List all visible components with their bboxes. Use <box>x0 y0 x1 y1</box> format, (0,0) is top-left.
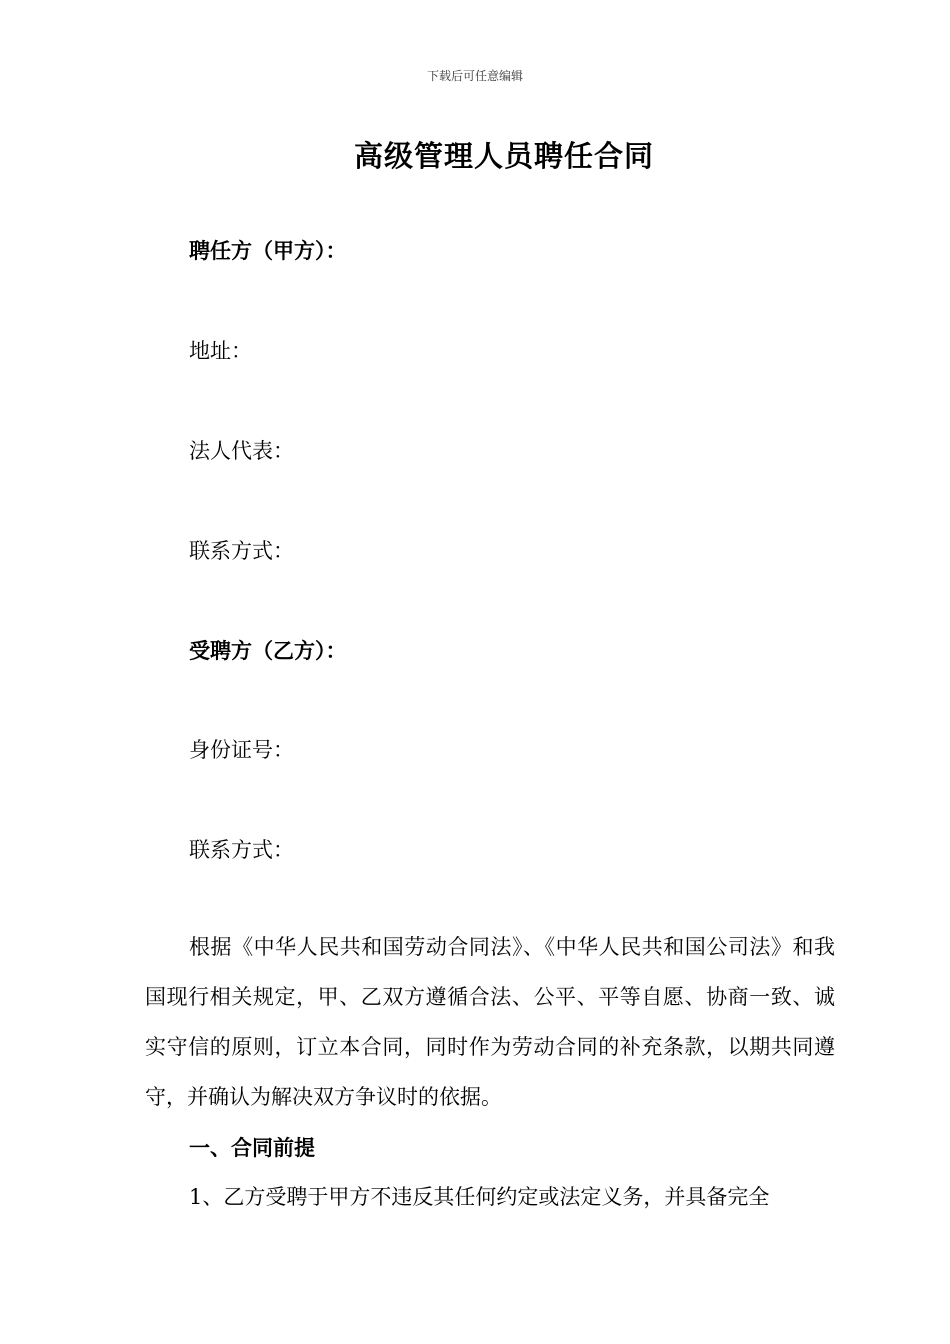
party-b-contact-label: 联系方式： <box>189 838 294 862</box>
section-1-item-1: 1、乙方受聘于甲方不违反其任何约定或法定义务，并具备完全 <box>189 1185 770 1209</box>
party-a-heading: 聘任方（甲方）： <box>189 238 347 263</box>
party-b-heading: 受聘方（乙方）： <box>189 638 347 663</box>
party-a-contact-label: 联系方式： <box>189 539 294 563</box>
party-a-address-label: 地址： <box>189 339 252 363</box>
party-a-legal-rep-label: 法人代表： <box>189 439 294 463</box>
section-1-heading: 一、合同前提 <box>189 1135 315 1160</box>
party-b-id-label: 身份证号： <box>189 738 294 762</box>
preamble-paragraph: 根据《中华人民共和国劳动合同法》、《中华人民共和国公司法》和我国现行相关规定，甲、乙双方遵循合法、公平、平等自愿、协商一致、诚实守信的原则，订立本合同，同时作为劳动合同的补充条款，以期共同遵守，并确认为解决双方争议时的依据。 <box>145 935 835 1109</box>
document-title: 高级管理人员聘任合同 <box>353 139 654 173</box>
header-note: 下载后可任意编辑 <box>426 69 523 83</box>
